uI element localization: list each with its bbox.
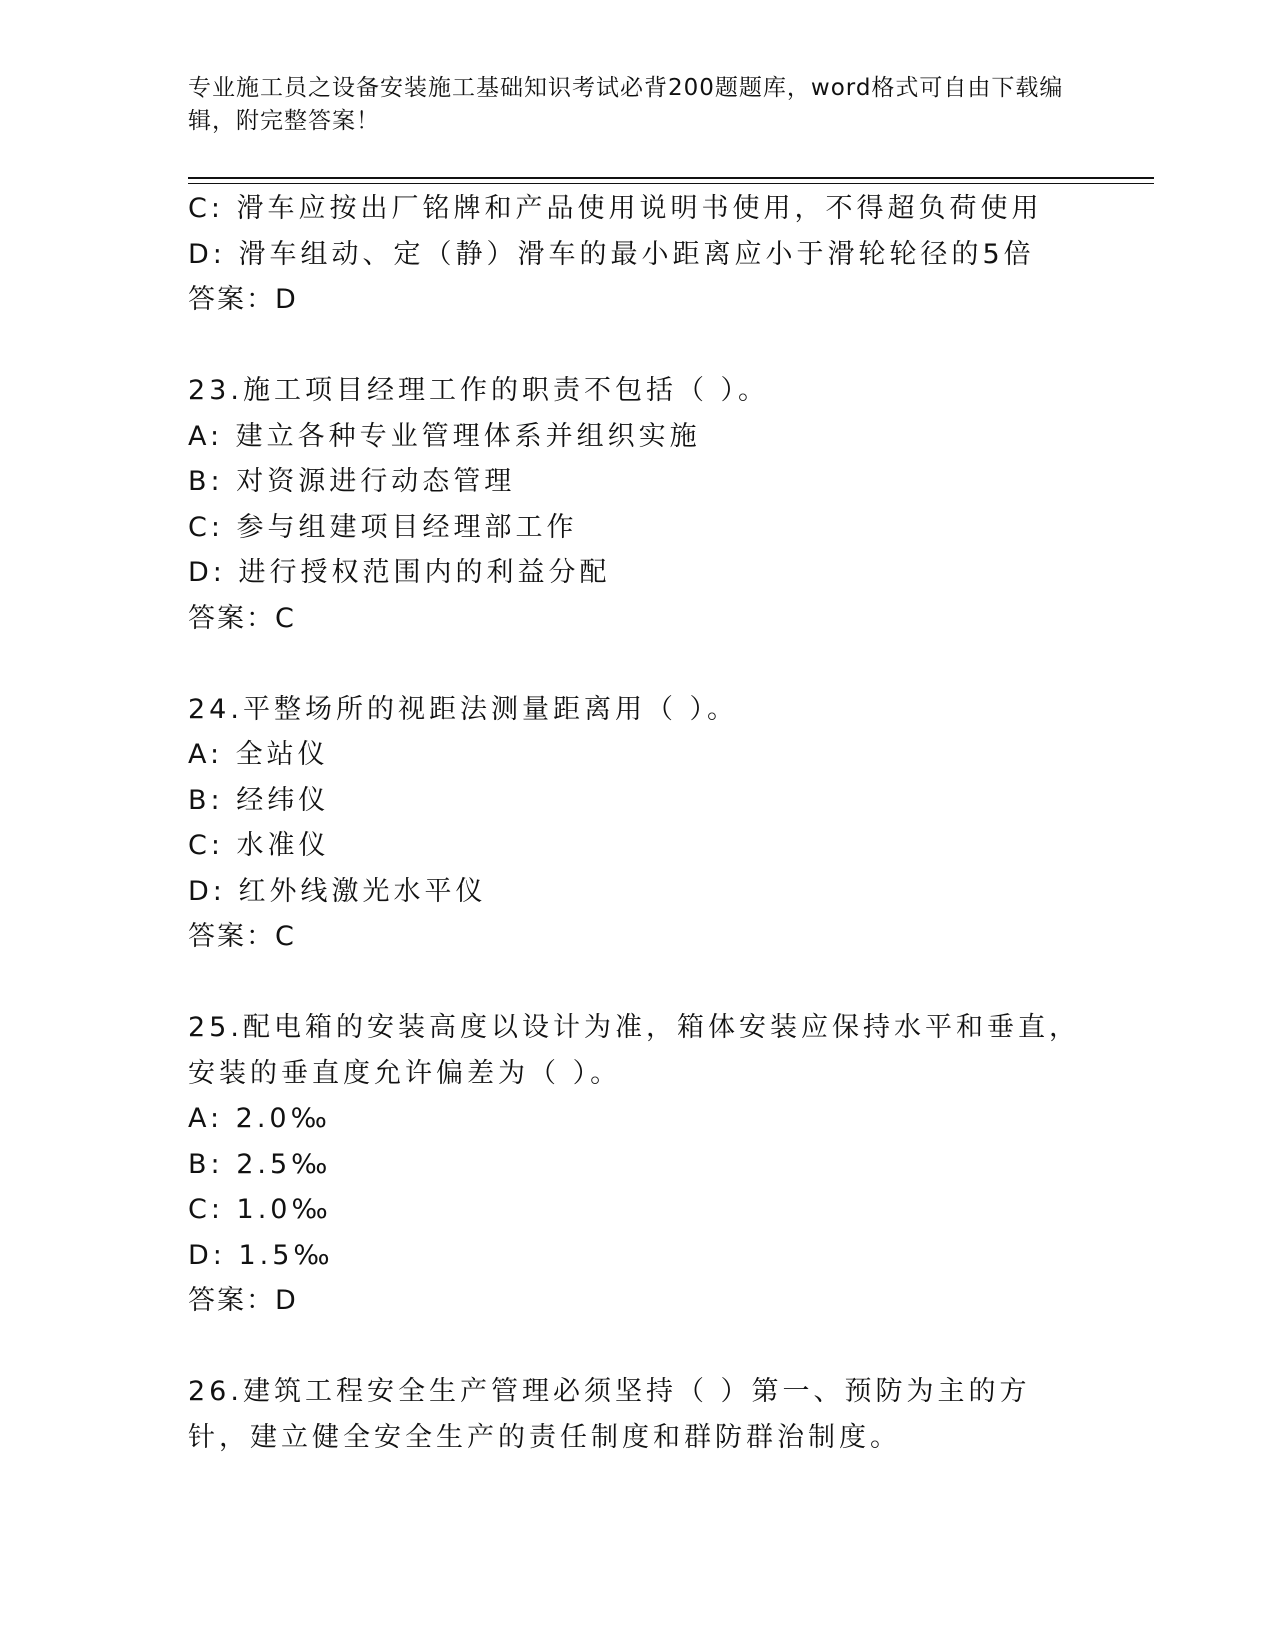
option-c: C: 参与组建项目经理部工作 — [188, 511, 578, 543]
option-b: B: 2.5‰ — [188, 1148, 332, 1180]
question-list — [188, 186, 1088, 1460]
answer: 答案：D — [188, 1285, 298, 1316]
option-d: D: 滑车组动、定（静）滑车的最小距离应小于滑轮轮径的5倍 — [188, 238, 1035, 270]
question-26 — [188, 1369, 1088, 1460]
option-a: A: 建立各种专业管理体系并组织实施 — [188, 420, 701, 452]
document-header: 专业施工员之设备安装施工基础知识考试必背200题题库，word格式可自由下载编辑，附完整答案！ — [188, 75, 1064, 134]
header-divider-thick — [188, 177, 1154, 179]
option-d: D: 1.5‰ — [188, 1239, 334, 1271]
option-c: C: 1.0‰ — [188, 1194, 332, 1225]
spacer — [188, 323, 1088, 369]
option-a: A: 全站仪 — [188, 739, 329, 770]
option-b: B: 对资源进行动态管理 — [188, 466, 516, 497]
spacer — [188, 960, 1088, 1006]
question-24 — [188, 687, 1088, 960]
option-b: B: 经纬仪 — [188, 784, 330, 816]
option-d: D: 进行授权范围内的利益分配 — [188, 557, 611, 588]
answer: 答案：C — [188, 602, 296, 634]
option-c: C: 水准仪 — [188, 830, 330, 861]
header-divider-thin — [188, 183, 1154, 184]
answer: 答案：C — [188, 921, 296, 952]
question-text: 24.平整场所的视距法测量距离用（ ）。 — [188, 693, 739, 725]
question-22-remainder — [188, 186, 1088, 323]
option-d: D: 红外线激光水平仪 — [188, 875, 487, 907]
option-c: C: 滑车应按出厂铭牌和产品使用说明书使用，不得超负荷使用 — [188, 193, 1043, 224]
question-text: 25.配电箱的安装高度以设计为准，箱体安装应保持水平和垂直，安装的垂直度允许偏差为（ ）。 — [188, 1012, 1080, 1089]
spacer — [188, 1324, 1088, 1370]
question-25 — [188, 1005, 1088, 1324]
answer: 答案：D — [188, 284, 298, 315]
spacer — [188, 641, 1088, 687]
question-text: 23.施工项目经理工作的职责不包括（ ）。 — [188, 375, 770, 406]
option-a: A: 2.0‰ — [188, 1103, 331, 1134]
question-23 — [188, 368, 1088, 641]
question-text: 26.建筑工程安全生产管理必须坚持（ ）第一、预防为主的方针，建立健全安全生产的责任制度和群防群治制度。 — [188, 1376, 1031, 1453]
